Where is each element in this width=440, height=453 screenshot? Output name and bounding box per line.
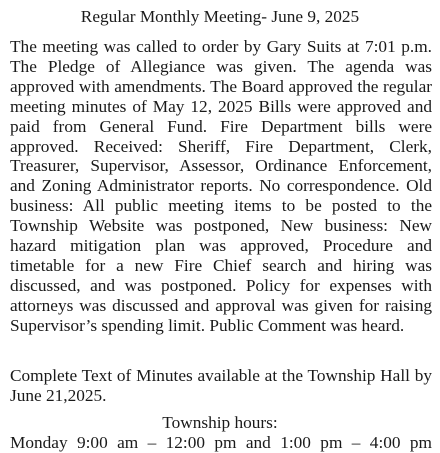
meeting-minutes-paragraph: The meeting was called to order by Gary Suits at 7:01 p.m. The Pledge of Allegiance was given. The agenda was approved with amendments. The Board approved the regular meeting minutes of May 12, 2025 Bills were approved and paid from General Fund. Fire Department bills were approved. Received: Sheriff, Fire Department, Clerk, Treasurer, Supervisor, Assessor, Ordinance Enforcement, and Zoning Administrator reports. No correspondence. Old business: All public meeting items to be posted to the Township Website was postponed, New business: New hazard mitigation plan was approved, Procedure and timetable for a new Fire Chief search and hiring was discussed, and was postponed. Policy for expenses with attorneys was discussed and approval was given for raising Supervisor’s spending limit. Public Comment was heard. (10, 37, 432, 335)
minutes-availability-paragraph: Complete Text of Minutes available at the Township Hall by June 21,2025. (10, 366, 432, 405)
township-hours-line: Monday 9:00 am – 12:00 pm and 1:00 pm – 4:00 pm (10, 433, 432, 452)
township-hours-heading: Township hours: (162, 413, 278, 432)
meeting-title: Regular Monthly Meeting- June 9, 2025 (80, 7, 360, 26)
